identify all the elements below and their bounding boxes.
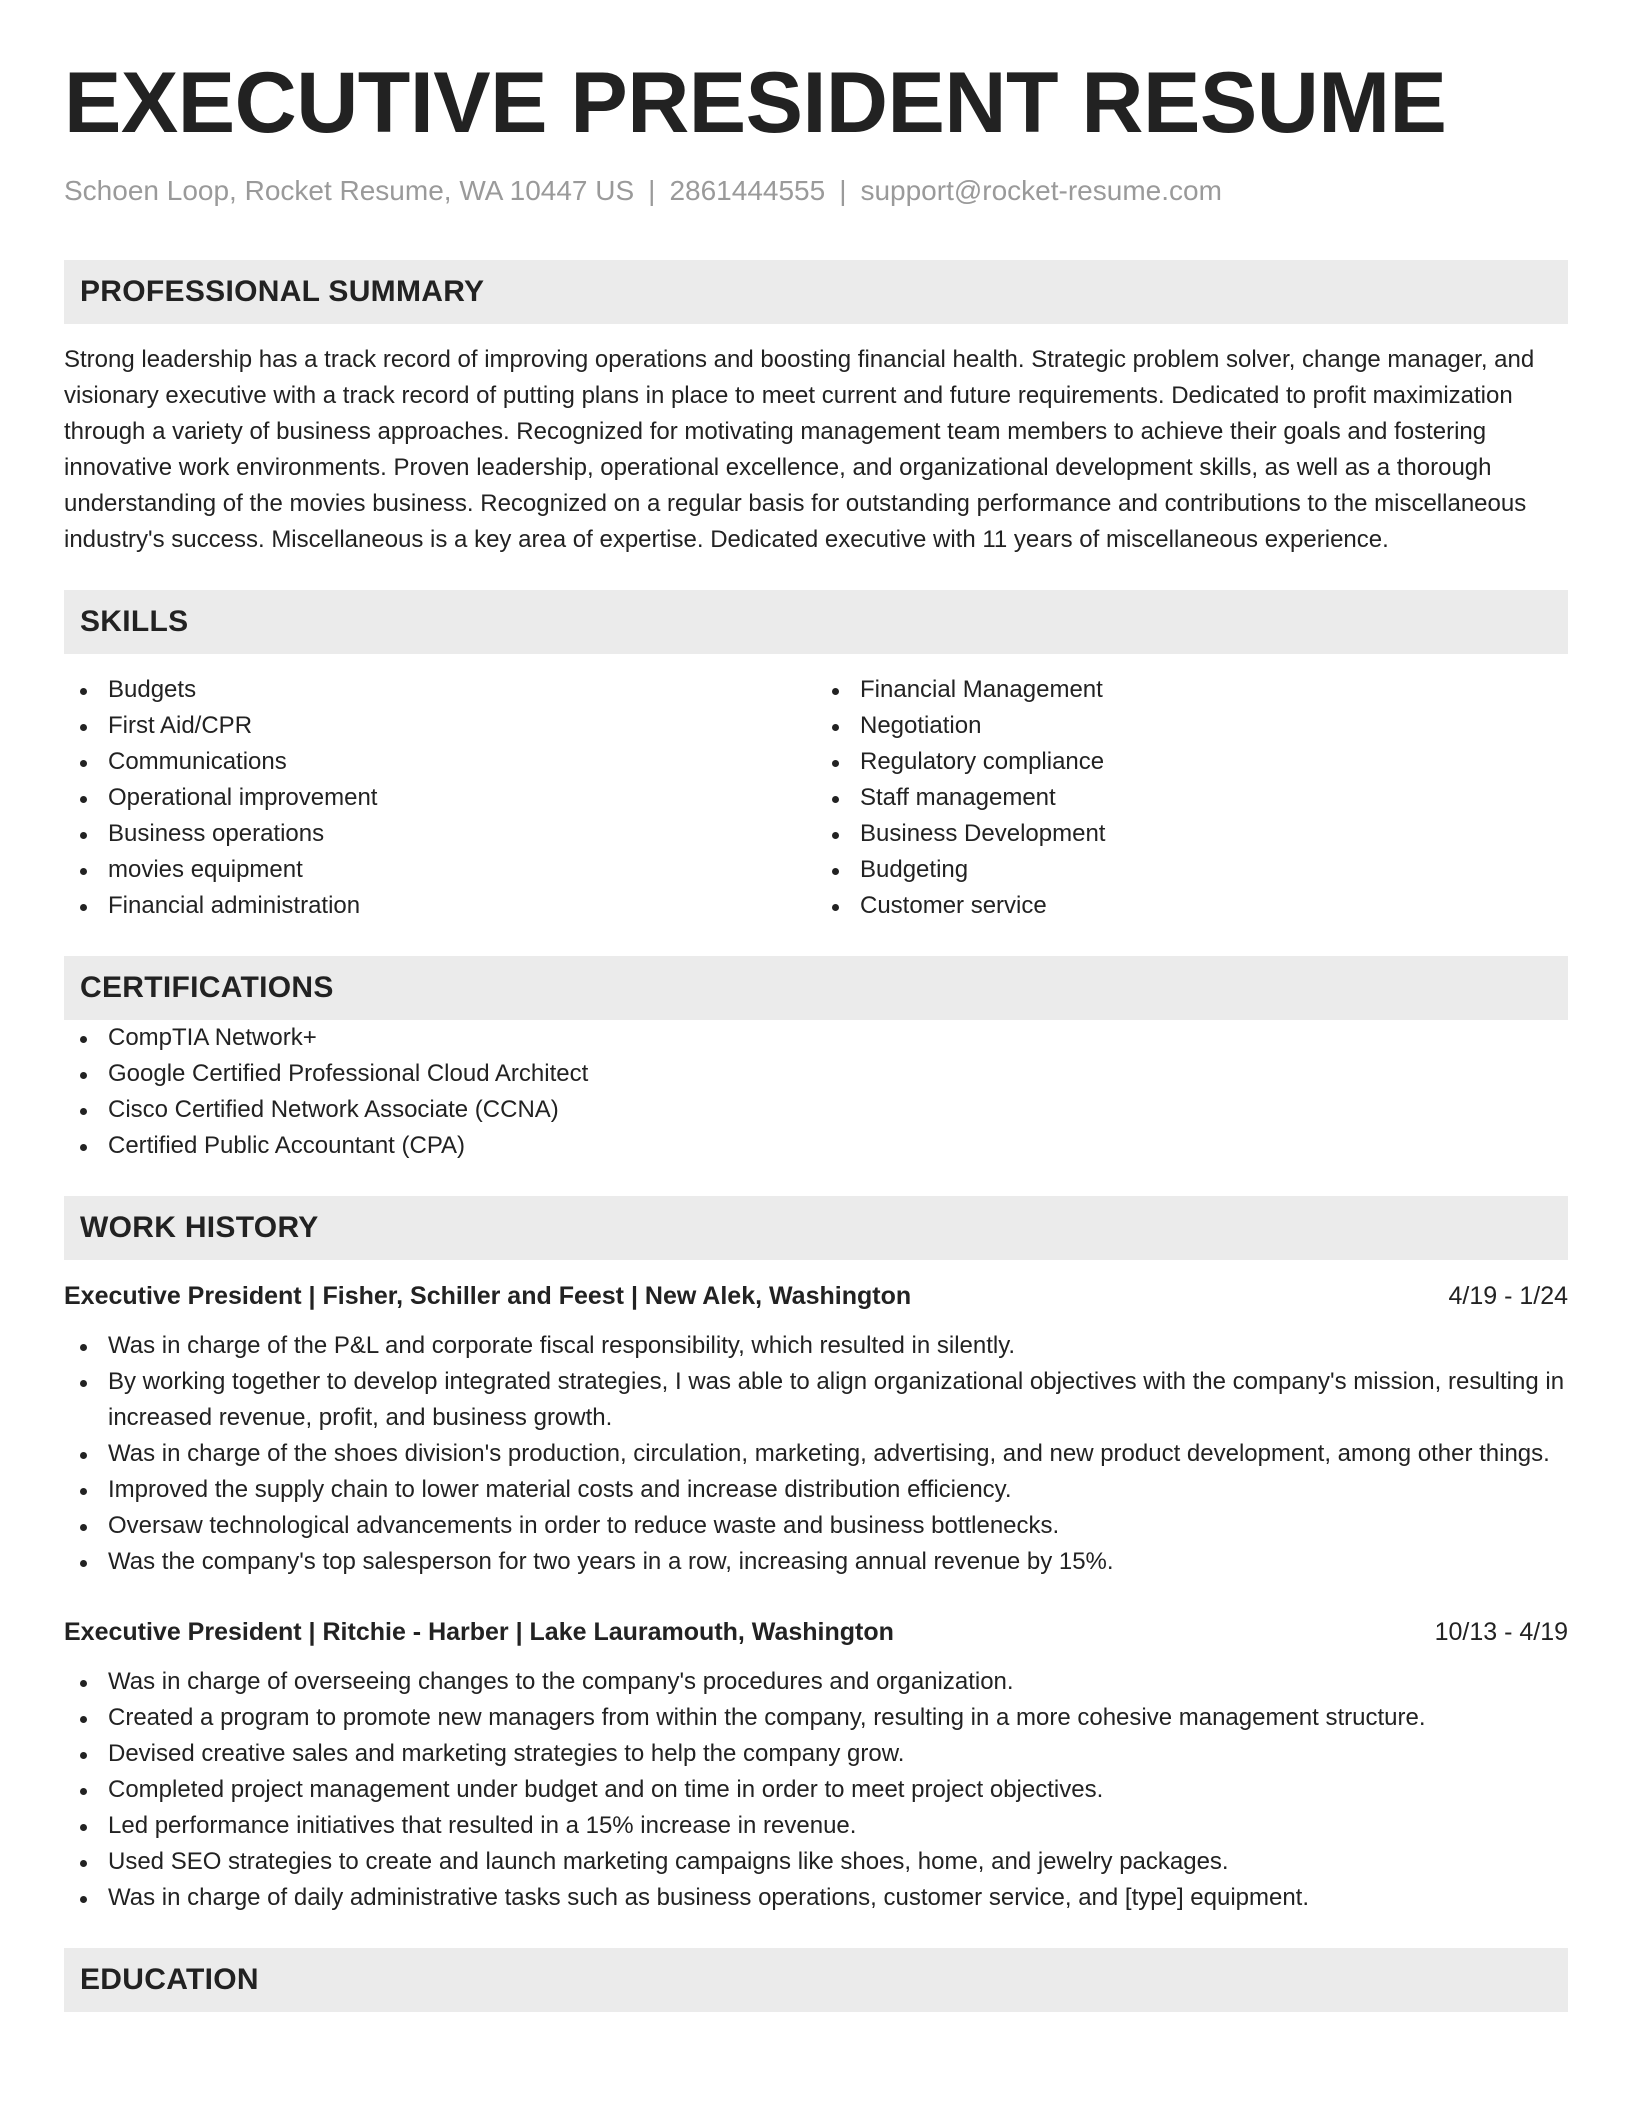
skill-item: Budgets [64,672,816,708]
skill-item: Budgeting [816,852,1568,888]
job-bullet: Was in charge of daily administrative tasks such as business operations, customer service, and [type] equipment. [64,1880,1568,1916]
certification-item: CompTIA Network+ [64,1020,1568,1056]
job-entry [64,1614,1568,1916]
skill-item: Financial Management [816,672,1568,708]
job-bullet: Was in charge of overseeing changes to the company's procedures and organization. [64,1664,1568,1700]
section-header-education: EDUCATION [64,1948,1568,2012]
contact-separator: | [839,175,847,206]
job-bullet: By working together to develop integrated strategies, I was able to align organizational objectives with the company's mission, resulting in increased revenue, profit, and business growth. [64,1364,1568,1436]
job-entry [64,1278,1568,1580]
skills-column-right [816,672,1568,924]
skill-item: Regulatory compliance [816,744,1568,780]
contact-email: support@rocket-resume.com [860,175,1222,206]
certification-item: Cisco Certified Network Associate (CCNA) [64,1092,1568,1128]
skill-item: Negotiation [816,708,1568,744]
resume-title: EXECUTIVE PRESIDENT RESUME [64,55,1447,151]
skill-item: Operational improvement [64,780,816,816]
section-header-summary: PROFESSIONAL SUMMARY [64,260,1568,324]
skill-item: Financial administration [64,888,816,924]
skill-item: Customer service [816,888,1568,924]
job-dates: 10/13 - 4/19 [1434,1618,1568,1646]
contact-separator: | [648,175,656,206]
skill-item: Business operations [64,816,816,852]
section-header-skills: SKILLS [64,590,1568,654]
summary-text: Strong leadership has a track record of improving operations and boosting financial health. Strategic problem solver, change manager, and visionary executive with a track record of putting plans in place to meet current and future requirements. Dedicated to profit maximization through a variety of business approaches. Recognized for motivating management team members to achieve their goals and fostering innovative work environments. Proven leadership, operational excellence, and organizational development skills, as well as a thorough understanding of the movies business. Recognized on a regular basis for outstanding performance and contributions to the miscellaneous industry's success. Miscellaneous is a key area of expertise. Dedicated executive with 11 years of miscellaneous experience. [64,346,1535,553]
section-header-certifications: CERTIFICATIONS [64,956,1568,1020]
job-bullet: Led performance initiatives that resulted in a 15% increase in revenue. [64,1808,1568,1844]
job-title: Executive President | Fisher, Schiller and Feest | New Alek, Washington [64,1282,912,1310]
job-bullet: Was in charge of the shoes division's production, circulation, marketing, advertising, and new product development, among other things. [64,1436,1568,1472]
certification-item: Google Certified Professional Cloud Architect [64,1056,1568,1092]
certifications-list [64,1020,1568,1164]
job-bullet: Was the company's top salesperson for two years in a row, increasing annual revenue by 15%. [64,1544,1568,1580]
job-bullet: Completed project management under budget and on time in order to meet project objectives. [64,1772,1568,1808]
job-bullet: Improved the supply chain to lower material costs and increase distribution efficiency. [64,1472,1568,1508]
skill-item: movies equipment [64,852,816,888]
contact-address: Schoen Loop, Rocket Resume, WA 10447 US [64,175,635,206]
job-header [64,1278,1568,1314]
job-bullets [64,1328,1568,1580]
job-bullet: Oversaw technological advancements in order to reduce waste and business bottlenecks. [64,1508,1568,1544]
job-bullet: Used SEO strategies to create and launch marketing campaigns like shoes, home, and jewelry packages. [64,1844,1568,1880]
contact-line [64,174,1568,208]
job-dates: 4/19 - 1/24 [1448,1282,1568,1310]
job-header [64,1614,1568,1650]
contact-phone: 2861444555 [669,175,826,206]
skills-column-left [64,672,816,924]
job-bullet: Devised creative sales and marketing strategies to help the company grow. [64,1736,1568,1772]
skill-item: Staff management [816,780,1568,816]
certification-item: Certified Public Accountant (CPA) [64,1128,1568,1164]
job-bullets [64,1664,1568,1916]
section-header-work-history: WORK HISTORY [64,1196,1568,1260]
job-title: Executive President | Ritchie - Harber | Lake Lauramouth, Washington [64,1618,894,1646]
job-bullet: Was in charge of the P&L and corporate fiscal responsibility, which resulted in silently. [64,1328,1568,1364]
skills-grid [64,672,1568,924]
job-bullet: Created a program to promote new managers from within the company, resulting in a more cohesive management structure. [64,1700,1568,1736]
skill-item: Business Development [816,816,1568,852]
skill-item: Communications [64,744,816,780]
skill-item: First Aid/CPR [64,708,816,744]
